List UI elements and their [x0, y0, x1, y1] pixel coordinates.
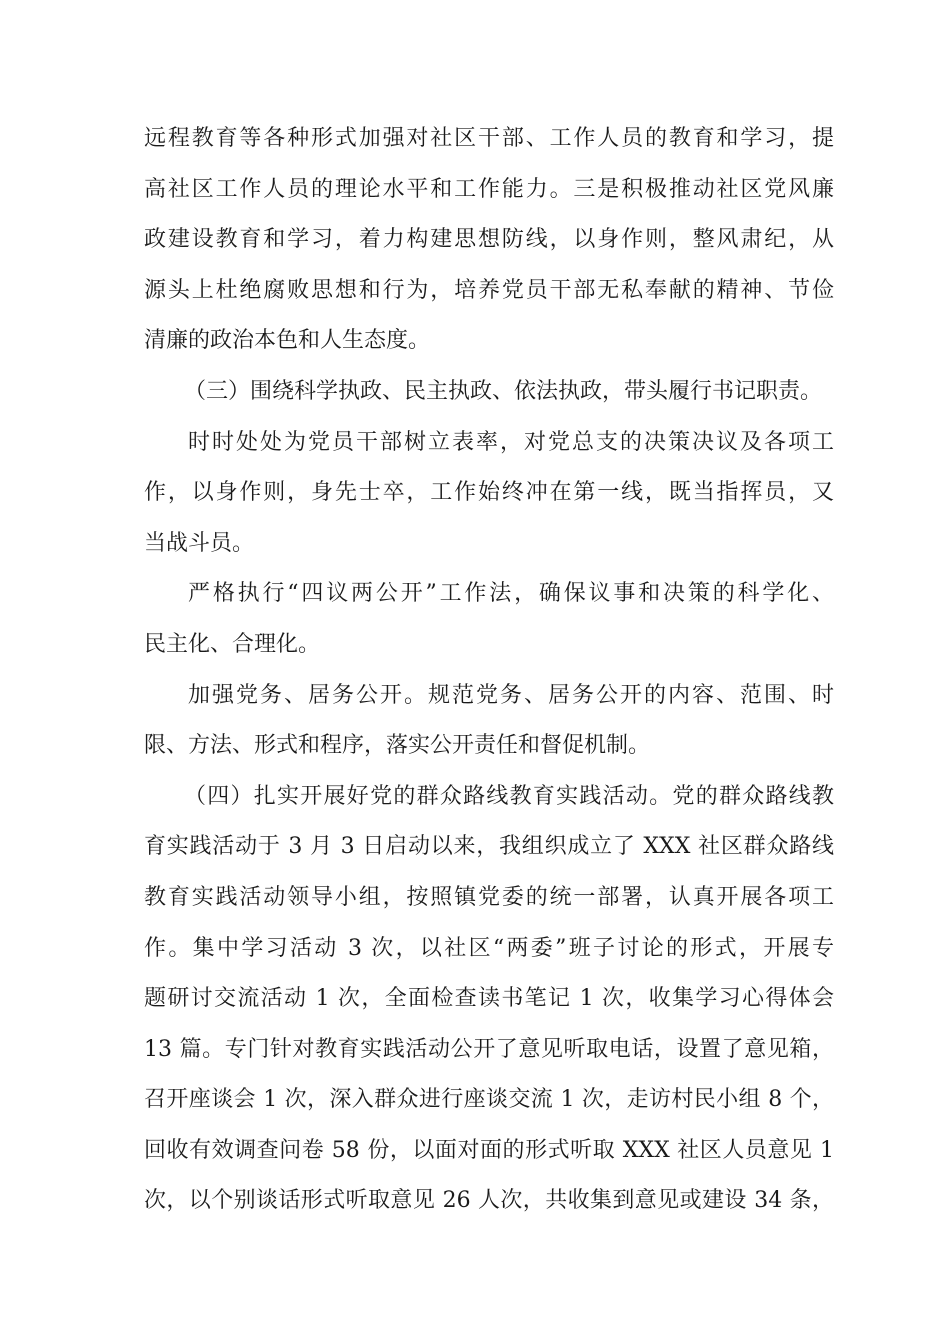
- text-line: 加强党务、居务公开。规范党务、居务公开的内容、范围、时: [188, 682, 834, 708]
- text-line: 政建设教育和学习，着力构建思想防线，以身作则，整风肃纪，从: [144, 227, 834, 253]
- text-line: 时时处处为党员干部树立表率，对党总支的决策决议及各项工: [188, 429, 834, 455]
- text-line: 高社区工作人员的理论水平和工作能力。三是积极推动社区党风廉: [144, 176, 834, 202]
- text-line: 题研讨交流活动 1 次，全面检查读书笔记 1 次，收集学习心得体会: [144, 986, 834, 1012]
- text-line: 作，以身作则，身先士卒，工作始终冲在第一线，既当指挥员，又: [144, 480, 834, 506]
- document-body: [144, 114, 834, 1227]
- text-line: 严格执行“四议两公开”工作法，确保议事和决策的科学化、: [188, 581, 834, 607]
- text-line: 限、方法、形式和程序，落实公开责任和督促机制。: [144, 733, 651, 759]
- text-line: 召开座谈会 1 次，深入群众进行座谈交流 1 次，走访村民小组 8 个，: [144, 1087, 834, 1113]
- text-line: 育实践活动于 3 月 3 日启动以来，我组织成立了 XXX 社区群众路线: [144, 834, 834, 860]
- section-heading: （四）扎实开展好党的群众路线教育实践活动。党的群众路线教: [184, 783, 834, 809]
- text-line: 远程教育等各种形式加强对社区干部、工作人员的教育和学习，提: [144, 126, 834, 151]
- text-line: 当战斗员。: [144, 530, 255, 556]
- text-line: 回收有效调查问卷 58 份，以面对面的形式听取 XXX 社区人员意见 1: [144, 1137, 834, 1163]
- text-line: 作。集中学习活动 3 次，以社区“两委”班子讨论的形式，开展专: [144, 935, 834, 961]
- text-line: 13 篇。专门针对教育实践活动公开了意见听取电话，设置了意见箱，: [144, 1036, 834, 1062]
- text-line: 源头上杜绝腐败思想和行为，培养党员干部无私奉献的精神、节俭: [144, 277, 834, 303]
- section-heading: （三）围绕科学执政、民主执政、依法执政，带头履行书记职责。: [184, 378, 823, 404]
- text-line: 次，以个别谈话形式听取意见 26 人次，共收集到意见或建设 34 条，: [144, 1188, 834, 1214]
- text-line: 民主化、合理化。: [144, 631, 321, 657]
- text-line: 清廉的政治本色和人生态度。: [144, 328, 431, 354]
- text-line: 教育实践活动领导小组，按照镇党委的统一部署，认真开展各项工: [144, 884, 834, 910]
